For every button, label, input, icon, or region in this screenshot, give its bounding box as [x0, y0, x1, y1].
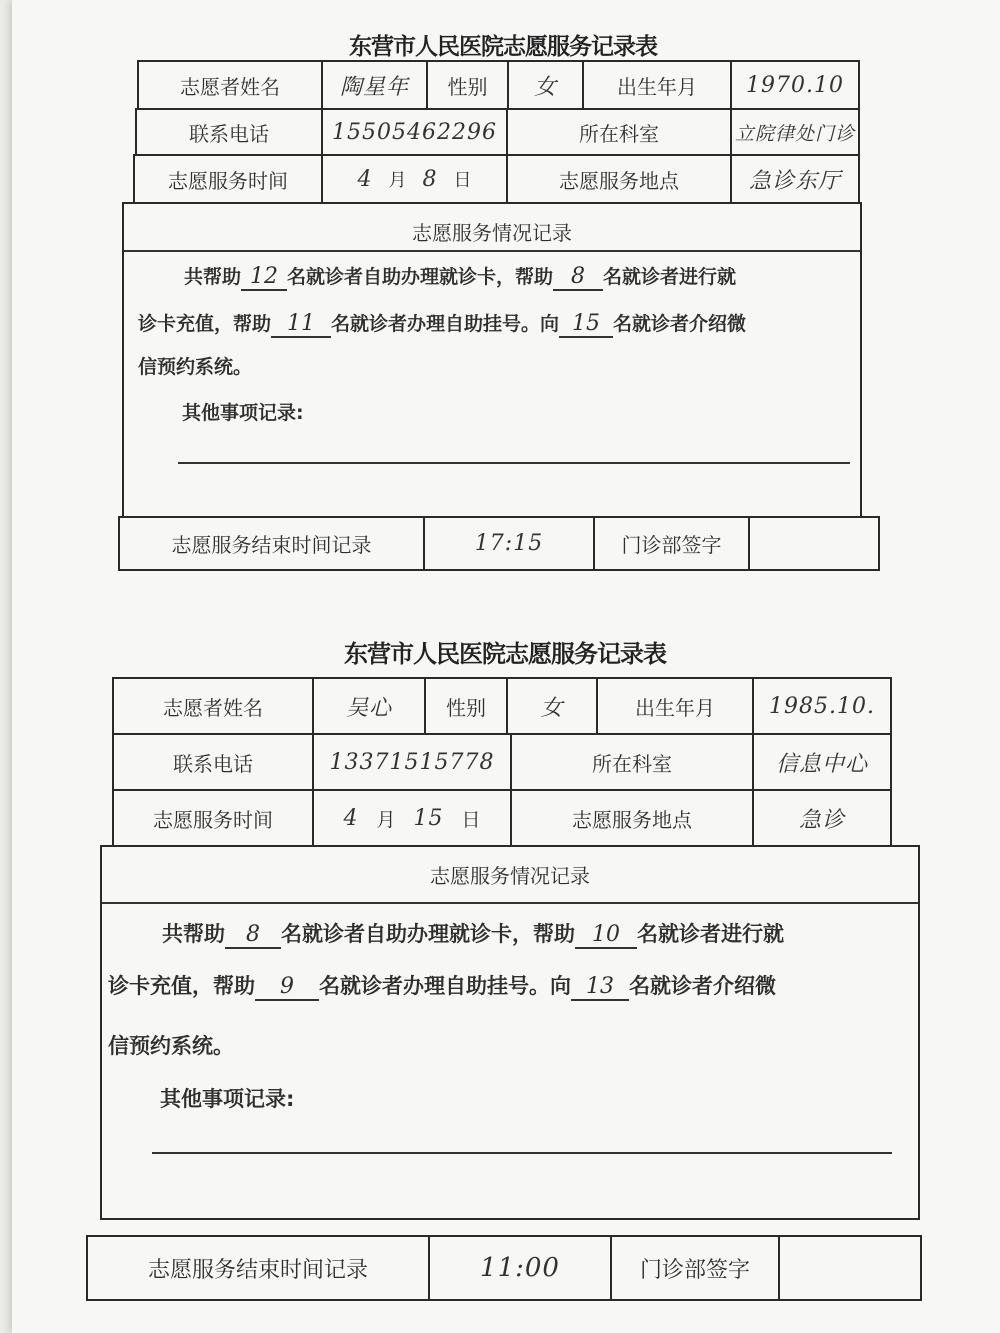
service-month: 4: [357, 166, 373, 192]
card-count: 8: [225, 922, 281, 949]
service-time-label: 志愿服务时间: [133, 154, 323, 204]
department-label: 所在科室: [510, 733, 754, 791]
phone-label: 联系电话: [135, 108, 323, 156]
birth-label: 出生年月: [596, 677, 754, 735]
name-label: 志愿者姓名: [112, 677, 314, 735]
end-time-value: 11:00: [428, 1235, 612, 1301]
service-day: 15: [413, 805, 444, 831]
other-line: [152, 1152, 892, 1154]
phone-value: 13371515778: [312, 733, 512, 791]
record-line-2: 诊卡充值，帮助 9 名就诊者办理自助挂号。向 13 名就诊者介绍微: [108, 974, 776, 999]
signature-field[interactable]: [748, 516, 880, 571]
wechat-count: 15: [559, 311, 613, 338]
register-count: 9: [255, 974, 319, 1001]
end-time-label: 志愿服务结束时间记录: [86, 1235, 430, 1301]
form-title: 东营市人民医院志愿服务记录表: [349, 34, 657, 60]
gender-label: 性别: [424, 677, 508, 735]
service-place-value: 急诊: [752, 789, 892, 847]
wechat-count: 13: [571, 974, 629, 1001]
birth-value: 1970.10: [730, 60, 860, 110]
name-value: 陶星年: [321, 60, 428, 110]
department-label: 所在科室: [506, 108, 732, 156]
gender-label: 性别: [426, 60, 509, 110]
phone-label: 联系电话: [112, 733, 314, 791]
phone-value: 15505462296: [321, 108, 508, 156]
name-label: 志愿者姓名: [137, 60, 323, 110]
record-line-1: 共帮助 8 名就诊者自助办理就诊卡，帮助 10 名就诊者进行就: [162, 922, 784, 947]
gender-value: 女: [506, 677, 598, 735]
divider: [102, 902, 918, 904]
service-place-value: 急诊东厅: [730, 154, 860, 204]
signature-label: 门诊部签字: [593, 516, 750, 571]
gender-value: 女: [507, 60, 584, 110]
service-time-value: [312, 789, 512, 847]
day-unit: 日: [453, 170, 472, 191]
day-unit: 日: [461, 808, 481, 831]
card-count: 12: [241, 264, 287, 291]
end-time-value: 17:15: [423, 516, 595, 571]
form-title: 东营市人民医院志愿服务记录表: [344, 640, 666, 668]
record-line-3: 信预约系统。: [138, 356, 253, 378]
service-month: 4: [343, 805, 359, 831]
service-place-label: 志愿服务地点: [510, 789, 754, 847]
end-time-label: 志愿服务结束时间记录: [118, 516, 425, 571]
birth-value: 1985.10.: [752, 677, 892, 735]
birth-label: 出生年月: [582, 60, 732, 110]
other-label: 其他事项记录:: [160, 1087, 295, 1111]
recharge-count: 8: [553, 264, 603, 291]
department-value: 信息中心: [752, 733, 892, 791]
divider: [124, 250, 860, 252]
paper-page: [12, 0, 1000, 1333]
record-line-3: 信预约系统。: [108, 1034, 234, 1058]
name-value: 吴心: [312, 677, 426, 735]
department-value: 立院律处门诊: [730, 108, 860, 156]
other-label: 其他事项记录:: [182, 402, 304, 424]
register-count: 11: [271, 311, 331, 338]
service-day: 8: [422, 166, 438, 192]
service-time-label: 志愿服务时间: [112, 789, 314, 847]
signature-field[interactable]: [778, 1235, 922, 1301]
service-time-value: [321, 154, 508, 204]
record-line-2: 诊卡充值，帮助 11 名就诊者办理自助挂号。向 15 名就诊者介绍微: [138, 311, 747, 336]
record-heading: 志愿服务情况记录: [412, 220, 572, 245]
service-place-label: 志愿服务地点: [506, 154, 732, 204]
record-heading: 志愿服务情况记录: [430, 863, 590, 888]
other-line: [178, 462, 850, 464]
record-line-1: 共帮助 12 名就诊者自助办理就诊卡，帮助 8 名就诊者进行就: [184, 264, 737, 289]
month-unit: 月: [376, 808, 396, 831]
recharge-count: 10: [575, 922, 637, 949]
month-unit: 月: [388, 170, 407, 191]
signature-label: 门诊部签字: [610, 1235, 780, 1301]
